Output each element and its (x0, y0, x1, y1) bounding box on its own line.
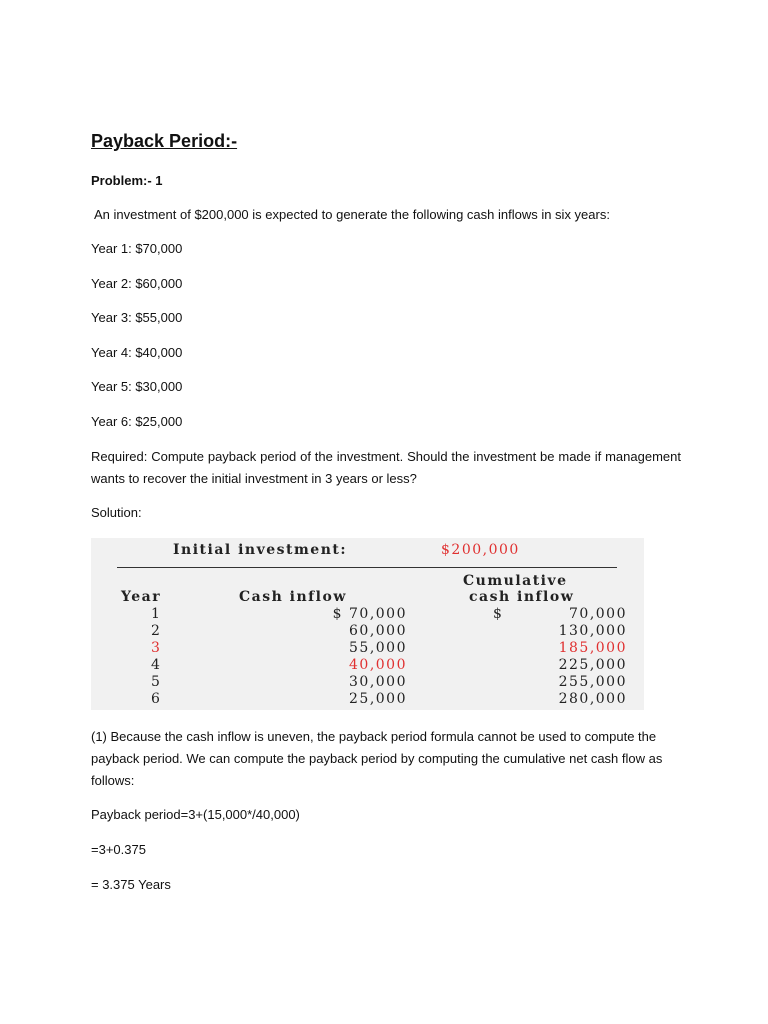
cash-inflow-cell: 60,000 (349, 623, 407, 639)
intro-text: An investment of $200,000 is expected to generate the following cash inflows in six years: (94, 207, 610, 222)
year-cell: 5 (151, 674, 162, 690)
result-line: = 3.375 Years (91, 877, 171, 892)
year-5-line: Year 5: $30,000 (91, 379, 183, 394)
cash-inflow-cell: 25,000 (349, 691, 407, 707)
col-cumulative-line1: Cumulative (463, 573, 568, 589)
solution-label: Solution: (91, 505, 142, 520)
year-3-line: Year 3: $55,000 (91, 310, 183, 325)
cumulative-cell: 70,000 (569, 606, 627, 622)
table-divider (117, 567, 617, 568)
cumulative-cell: 255,000 (558, 674, 627, 690)
cash-inflow-table (91, 538, 644, 710)
formula-line: Payback period=3+(15,000*/40,000) (91, 807, 300, 822)
year-6-line: Year 6: $25,000 (91, 414, 183, 429)
problem-label: Problem:- 1 (91, 173, 163, 188)
year-cell: 1 (151, 606, 162, 622)
year-cell: 6 (151, 691, 162, 707)
year-4-line: Year 4: $40,000 (91, 345, 183, 360)
year-cell: 3 (151, 640, 162, 656)
year-cell: 2 (151, 623, 162, 639)
col-year-header: Year (121, 589, 162, 605)
col-cash-header: Cash inflow (239, 589, 347, 605)
year-1-line: Year 1: $70,000 (91, 241, 183, 256)
col-cumulative-line2: cash inflow (469, 589, 575, 605)
step-line: =3+0.375 (91, 842, 146, 857)
cash-inflow-cell: 55,000 (349, 640, 407, 656)
year-cell: 4 (151, 657, 162, 673)
cumulative-cell: 130,000 (558, 623, 627, 639)
required-text: Required: Compute payback period of the investment. Should the investment be made if management wants to recover the initial investment in 3 years or less? (91, 449, 681, 486)
cash-inflow-cell: $ 70,000 (332, 606, 407, 622)
cumulative-cell: 280,000 (558, 691, 627, 707)
cumulative-cell: 225,000 (558, 657, 627, 673)
cumulative-cell: 185,000 (558, 640, 627, 656)
cash-inflow-cell: 30,000 (349, 674, 407, 690)
explanation-text: (1) Because the cash inflow is uneven, the payback period formula cannot be used to compute the payback period. We can compute the payback period by computing the cumulative net cash flow as follows: (91, 729, 663, 788)
page-title: Payback Period:- (91, 131, 238, 151)
year-2-line: Year 2: $60,000 (91, 276, 183, 291)
cumulative-prefix-cell: $ (493, 606, 504, 622)
cash-inflow-cell: 40,000 (349, 657, 407, 673)
initial-investment-amount: $200,000 (441, 542, 520, 558)
initial-investment-label: Initial investment: (173, 542, 348, 558)
